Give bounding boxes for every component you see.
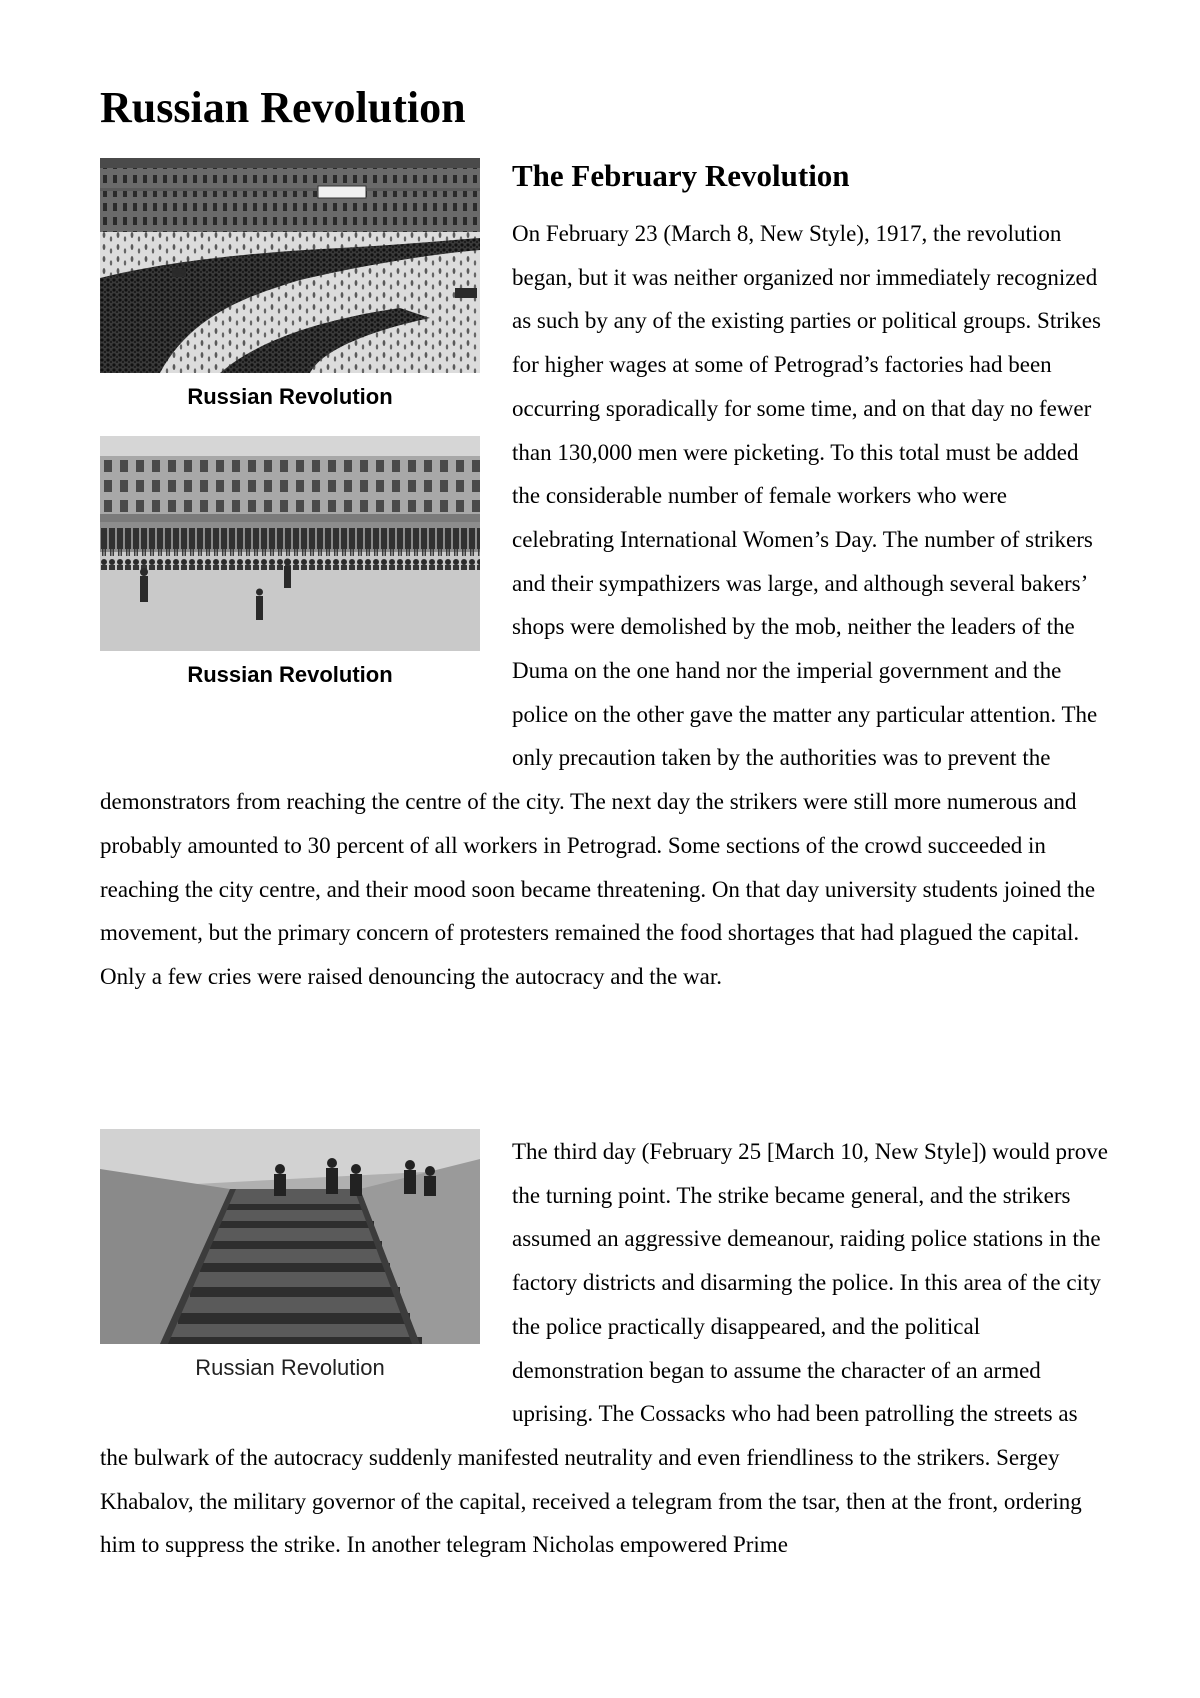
figure-caption: Russian Revolution (187, 384, 393, 409)
figure-caption: Russian Revolution (187, 662, 393, 687)
document-page (100, 0, 1110, 1698)
section-third-day (100, 1130, 1110, 1567)
section-february-revolution (100, 154, 1110, 999)
figure-wrap-spacer (100, 154, 512, 742)
body-paragraph: On February 23 (March 8, New Style), 1917, the revolution began, but it was neither organized nor immediately recognized as such by any of the existing parties or political groups. Strikes for higher wages at some of Petrograd’s factories had been occurring sporadically for some time, and on that day no fewer than 130,000 men were picketing. To this total must be added the considerable number of female workers who were celebrating International Women’s Day. The number of strikers and their sympathizers was large, and although several bakers’ shops were demolished by the mob, neither the leaders of the Duma on the one hand nor the imperial government and the police on the other gave the matter any particular attention. The only precaution taken by the authorities was to prevent the demonstrators from reaching the centre of the city. The next day the strikers were still more numerous and probably amounted to 30 percent of all workers in Petrograd. Some sections of the crowd succeeded in reaching the city centre, and their mood soon became threatening. On that day university students joined the movement, but the primary concern of protesters remained the food shortages that had plagued the capital. Only a few cries were raised denouncing the autocracy and the war. (100, 221, 1101, 989)
page-title: Russian Revolution (100, 83, 466, 132)
body-paragraph: The third day (February 25 [March 10, New Style]) would prove the turning point. The strike became general, and the strikers assumed an aggressive demeanour, raiding police stations in the factory districts and disarming the police. In this area of the city the police practically disappeared, and the political demonstration began to assume the character of an armed uprising. The Cossacks who had been patrolling the streets as the bulwark of the autocracy suddenly manifested neutrality and even friendliness to the strikers. Sergey Khabalov, the military governor of the capital, received a telegram from the tsar, then at the front, ordering him to suppress the strike. In another telegram Nicholas empowered Prime (100, 1139, 1108, 1558)
figure-wrap-spacer (100, 1130, 512, 1430)
figure-caption: Russian Revolution (195, 1355, 385, 1380)
section-heading: The February Revolution (512, 158, 850, 193)
